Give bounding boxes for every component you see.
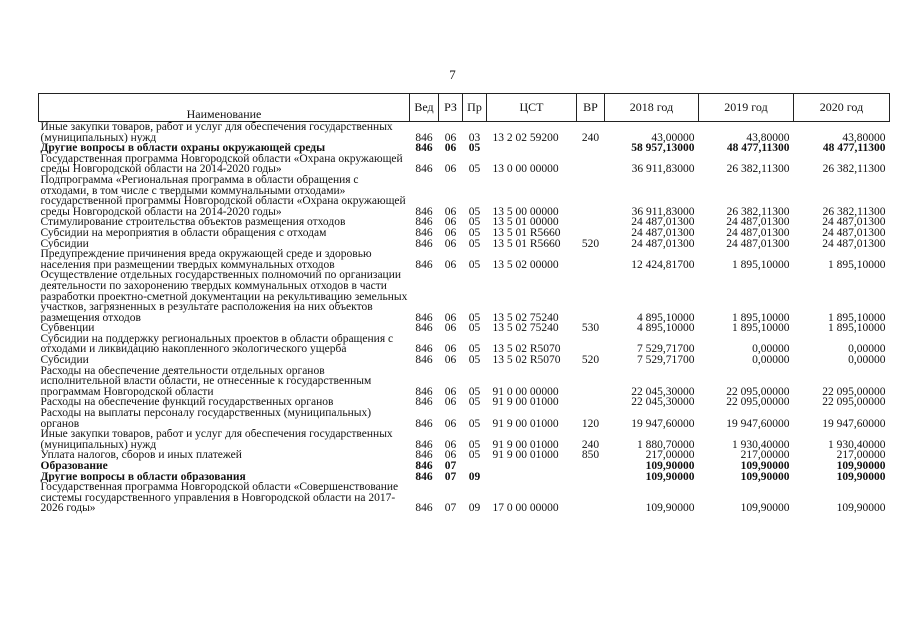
row-pr-cell: 09 [468, 502, 481, 514]
row-rz-cell: 06 [444, 397, 457, 409]
row-vr-cell [577, 249, 605, 270]
row-name-cell: Расходы на выплаты персоналу государственных (муниципальных) органов [40, 408, 372, 430]
row-2018-cell: 4 895,10000 [637, 311, 695, 324]
row-rz-cell: 06 [444, 163, 457, 175]
header-2020: 2020 год [794, 94, 890, 122]
row-ved-cell: 846 [415, 397, 433, 409]
row-2018-cell: 109,90000 [645, 502, 695, 514]
row-pr-cell: 05 [468, 238, 481, 250]
row-2019-cell: 0,00000 [752, 355, 790, 366]
row-vr-cell [577, 482, 605, 514]
row-2019-cell: 1 895,10000 [732, 323, 790, 334]
row-name-cell: Субсидии [40, 238, 89, 250]
row-vr-cell: 850 [581, 450, 600, 461]
row-2020-cell: 43,80000 [842, 131, 886, 144]
row-pr-cell: 05 [468, 355, 481, 366]
row-name-cell: Иные закупки товаров, работ и услуг для обеспечения государственных (муниципальных) нужд [40, 429, 393, 451]
row-2018-cell: 22 045,30000 [631, 385, 695, 398]
row-rz-cell: 06 [444, 258, 457, 271]
row-name-cell: Субвенции [40, 323, 95, 334]
row-ved-cell: 846 [415, 217, 433, 228]
row-cst-cell: 13 5 02 75240 [492, 311, 559, 324]
row-cst-cell: 91 9 00 01000 [492, 417, 559, 430]
row-cst-cell: 13 2 02 59200 [492, 131, 559, 144]
row-2019-cell: 1 895,10000 [732, 258, 790, 271]
row-2018-cell: 43,00000 [651, 131, 695, 144]
row-ved-cell: 846 [415, 143, 433, 154]
row-pr-cell: 05 [468, 227, 481, 239]
row-cst-cell: 91 9 00 01000 [492, 397, 559, 409]
row-cst-cell: 13 5 01 R5660 [492, 227, 561, 239]
table-body [39, 122, 890, 514]
row-cst-cell: 91 9 00 01000 [492, 438, 559, 451]
row-pr-cell: 05 [468, 258, 481, 271]
row-vr-cell [577, 228, 605, 239]
row-name-cell: Субсидии на поддержку региональных проектов в области обращения с отходами и ликвидацию накопленного экологического ущерба [40, 333, 394, 356]
row-2019-cell: 22 095,00000 [726, 397, 790, 409]
row-name-cell: Государственная программа Новгородской области «Охрана окружающей среды Новгородской области на 2014-2020 годы» [40, 153, 403, 175]
table-row [39, 355, 890, 366]
table-row [39, 472, 890, 483]
row-cst-cell: 13 5 02 00000 [492, 258, 559, 271]
row-2019-cell: 24 487,01300 [726, 238, 790, 250]
row-vr-cell: 520 [581, 355, 600, 366]
row-pr-cell: 05 [468, 397, 481, 409]
row-ved-cell: 846 [415, 343, 433, 356]
row-rz-cell: 07 [444, 502, 457, 514]
row-2020-cell: 1 930,40000 [828, 438, 886, 451]
row-pr-cell: 05 [468, 343, 481, 356]
row-2018-cell: 24 487,01300 [631, 217, 695, 228]
row-pr-cell: 03 [468, 131, 481, 144]
table-row [39, 366, 890, 398]
row-name-cell: Подпрограмма «Региональная программа в области обращения с отходами, в том числе с твердыми коммунальными отходами» государственной программы Новгородской области «Охрана окружающей среды Новгородской области на 2014-2020 годы» [40, 174, 406, 218]
row-2020-cell: 22 095,00000 [822, 385, 886, 398]
row-vr-cell: 530 [581, 323, 600, 334]
row-rz-cell: 06 [444, 323, 457, 334]
table-row [39, 270, 890, 323]
table-row [39, 175, 890, 217]
row-pr-cell: 09 [468, 471, 481, 483]
row-2019-cell: 109,90000 [740, 502, 790, 514]
row-2019-cell: 1 895,10000 [732, 311, 790, 324]
row-vr-cell [577, 366, 605, 398]
row-name-cell: Расходы на обеспечение деятельности отдельных органов исполнительной власти области, не отнесенные к государственным программам Новгородской области [40, 365, 372, 398]
row-2018-cell: 4 895,10000 [637, 323, 695, 334]
row-2020-cell: 1 895,10000 [828, 311, 886, 324]
table-row [39, 143, 890, 154]
row-2018-cell: 24 487,01300 [631, 238, 695, 250]
row-pr-cell: 05 [468, 205, 481, 218]
row-cst-cell: 17 0 00 00000 [492, 502, 559, 514]
row-ved-cell: 846 [415, 355, 433, 366]
row-pr-cell: 05 [468, 143, 481, 154]
row-cst-cell [487, 472, 577, 483]
row-pr-cell: 05 [468, 311, 481, 324]
row-2020-cell: 1 895,10000 [828, 323, 886, 334]
row-name-cell: Государственная программа Новгородской области «Совершенствование системы государственного управления в Новгородской области на 2017-2026 годы» [40, 482, 399, 514]
row-name-cell: Уплата налогов, сборов и иных платежей [40, 450, 242, 461]
table-header-row [39, 94, 890, 122]
row-pr-cell [463, 461, 487, 472]
row-2020-cell: 26 382,11300 [822, 163, 886, 175]
row-2019-cell: 24 487,01300 [726, 217, 790, 228]
row-2019-cell: 109,90000 [740, 461, 790, 472]
row-name-cell: Стимулирование строительства объектов размещения отходов [40, 217, 346, 228]
row-cst-cell: 13 5 02 75240 [492, 323, 559, 334]
row-2019-cell: 22 095,00000 [726, 385, 790, 398]
row-cst-cell [487, 143, 577, 154]
row-2018-cell: 24 487,01300 [631, 227, 695, 239]
row-2019-cell: 109,90000 [740, 471, 790, 483]
row-name-cell: Субсидии на мероприятия в области обращения с отходам [40, 227, 327, 239]
row-2019-cell: 26 382,11300 [726, 205, 790, 218]
row-2018-cell: 12 424,81700 [631, 258, 695, 271]
row-pr-cell: 05 [468, 450, 481, 461]
row-rz-cell: 06 [444, 311, 457, 324]
header-vr: ВР [577, 94, 605, 122]
row-2019-cell: 48 477,11300 [726, 143, 790, 154]
row-vr-cell: 240 [581, 131, 600, 144]
table-row [39, 217, 890, 228]
row-cst-cell: 13 5 02 R5070 [492, 343, 561, 356]
row-cst-cell: 13 5 01 00000 [492, 217, 559, 228]
row-vr-cell [577, 143, 605, 154]
header-pr: Пр [463, 94, 487, 122]
row-vr-cell: 120 [581, 417, 600, 430]
row-ved-cell: 846 [415, 502, 433, 514]
row-2020-cell: 1 895,10000 [828, 258, 886, 271]
row-name-cell: Образование [40, 461, 108, 472]
table-row [39, 429, 890, 450]
row-vr-cell [577, 334, 605, 355]
row-vr-cell [577, 175, 605, 217]
row-cst-cell: 13 0 00 00000 [492, 163, 559, 175]
row-ved-cell: 846 [415, 238, 433, 250]
header-rz: РЗ [439, 94, 463, 122]
table-row [39, 122, 890, 144]
row-pr-cell: 05 [468, 438, 481, 451]
row-2020-cell: 109,90000 [836, 502, 886, 514]
row-2018-cell: 22 045,30000 [631, 397, 695, 409]
table-row [39, 239, 890, 250]
row-ved-cell: 846 [415, 205, 433, 218]
row-2020-cell: 109,90000 [836, 461, 886, 472]
row-ved-cell: 846 [415, 131, 433, 144]
row-rz-cell: 06 [444, 438, 457, 451]
header-2018: 2018 год [605, 94, 699, 122]
row-2018-cell: 19 947,60000 [631, 417, 695, 430]
header-cst: ЦСТ [487, 94, 577, 122]
row-rz-cell: 06 [444, 217, 457, 228]
row-rz-cell: 07 [444, 461, 457, 472]
row-rz-cell: 06 [444, 417, 457, 430]
row-rz-cell: 06 [444, 343, 457, 356]
row-2019-cell: 43,80000 [746, 131, 790, 144]
row-2019-cell: 0,00000 [752, 343, 790, 356]
table-row [39, 249, 890, 270]
row-name-cell: Осуществление отдельных государственных полномочий по организации деятельности по захоронению твердых коммунальных отходов в части разработки проектно-сметной документации на рекультивацию земельных участков, загрязненных в результате расположения на них объектов размещения отходов [40, 270, 408, 324]
row-2020-cell: 22 095,00000 [822, 397, 886, 409]
row-2020-cell: 0,00000 [848, 355, 886, 366]
row-2018-cell: 109,90000 [645, 471, 695, 483]
table-row [39, 323, 890, 334]
row-2018-cell: 36 911,83000 [631, 163, 695, 175]
row-vr-cell: 240 [581, 438, 600, 451]
row-2020-cell: 19 947,60000 [822, 417, 886, 430]
row-2019-cell: 24 487,01300 [726, 227, 790, 239]
row-2020-cell: 0,00000 [848, 343, 886, 356]
row-cst-cell: 91 0 00 00000 [492, 385, 559, 398]
row-2020-cell: 24 487,01300 [822, 217, 886, 228]
row-cst-cell [487, 461, 577, 472]
row-rz-cell: 06 [444, 355, 457, 366]
row-cst-cell: 91 9 00 01000 [492, 450, 559, 461]
row-cst-cell: 13 5 00 00000 [492, 205, 559, 218]
row-ved-cell: 846 [415, 385, 433, 398]
row-2020-cell: 24 487,01300 [822, 238, 886, 250]
row-ved-cell: 846 [415, 438, 433, 451]
row-2018-cell: 217,00000 [645, 450, 695, 461]
row-2020-cell: 48 477,11300 [822, 143, 886, 154]
row-pr-cell: 05 [468, 217, 481, 228]
row-vr-cell: 520 [581, 238, 600, 250]
row-2018-cell: 1 880,70000 [637, 438, 695, 451]
row-pr-cell: 05 [468, 323, 481, 334]
table-row [39, 482, 890, 514]
row-rz-cell: 06 [444, 131, 457, 144]
table-row [39, 154, 890, 175]
row-rz-cell: 06 [444, 385, 457, 398]
row-vr-cell [577, 397, 605, 408]
budget-table [38, 93, 890, 514]
row-rz-cell: 06 [444, 205, 457, 218]
row-vr-cell [577, 154, 605, 175]
row-ved-cell: 846 [415, 461, 433, 472]
row-2020-cell: 24 487,01300 [822, 227, 886, 239]
row-2019-cell: 26 382,11300 [726, 163, 790, 175]
table-row [39, 408, 890, 429]
row-rz-cell: 06 [444, 238, 457, 250]
row-name-cell: Другие вопросы в области образования [40, 471, 246, 483]
row-2018-cell: 7 529,71700 [637, 343, 695, 356]
row-2020-cell: 217,00000 [836, 450, 886, 461]
row-rz-cell: 06 [444, 143, 457, 154]
row-ved-cell: 846 [415, 311, 433, 324]
row-ved-cell: 846 [415, 323, 433, 334]
row-rz-cell: 07 [444, 471, 457, 483]
row-2020-cell: 26 382,11300 [822, 205, 886, 218]
row-2019-cell: 1 930,40000 [732, 438, 790, 451]
table-row [39, 461, 890, 472]
row-pr-cell: 05 [468, 417, 481, 430]
table-row [39, 450, 890, 461]
row-vr-cell [577, 472, 605, 483]
row-cst-cell: 13 5 01 R5660 [492, 238, 561, 250]
row-ved-cell: 846 [415, 163, 433, 175]
row-2020-cell: 109,90000 [836, 471, 886, 483]
row-rz-cell: 06 [444, 450, 457, 461]
row-pr-cell: 05 [468, 385, 481, 398]
row-name-cell: Субсидии [40, 355, 89, 366]
row-cst-cell: 13 5 02 R5070 [492, 355, 561, 366]
row-ved-cell: 846 [415, 450, 433, 461]
row-rz-cell: 06 [444, 227, 457, 239]
row-2018-cell: 7 529,71700 [637, 355, 695, 366]
row-name-cell: Другие вопросы в области охраны окружающей среды [40, 143, 326, 154]
row-ved-cell: 846 [415, 417, 433, 430]
header-2019: 2019 год [699, 94, 794, 122]
row-2019-cell: 19 947,60000 [726, 417, 790, 430]
table-row [39, 334, 890, 355]
row-2019-cell: 217,00000 [740, 450, 790, 461]
row-name-cell: Иные закупки товаров, работ и услуг для обеспечения государственных (муниципальных) нужд [40, 121, 393, 144]
row-name-cell: Расходы на обеспечение функций государственных органов [40, 397, 334, 409]
table-row [39, 228, 890, 239]
row-2018-cell: 36 911,83000 [631, 205, 695, 218]
row-2018-cell: 58 957,13000 [631, 143, 695, 154]
header-name: Наименование [39, 94, 410, 122]
row-2018-cell: 109,90000 [645, 461, 695, 472]
row-ved-cell: 846 [415, 227, 433, 239]
row-ved-cell: 846 [415, 471, 433, 483]
row-name-cell: Предупреждение причинения вреда окружающей среде и здоровью населения при размещении твердых коммунальных отходов [40, 249, 372, 271]
row-pr-cell: 05 [468, 163, 481, 175]
table-row [39, 397, 890, 408]
page-number: 7 [449, 67, 456, 82]
row-vr-cell [577, 461, 605, 472]
row-ved-cell: 846 [415, 258, 433, 271]
row-vr-cell [577, 270, 605, 323]
header-ved: Вед [410, 94, 439, 122]
row-vr-cell [577, 217, 605, 228]
